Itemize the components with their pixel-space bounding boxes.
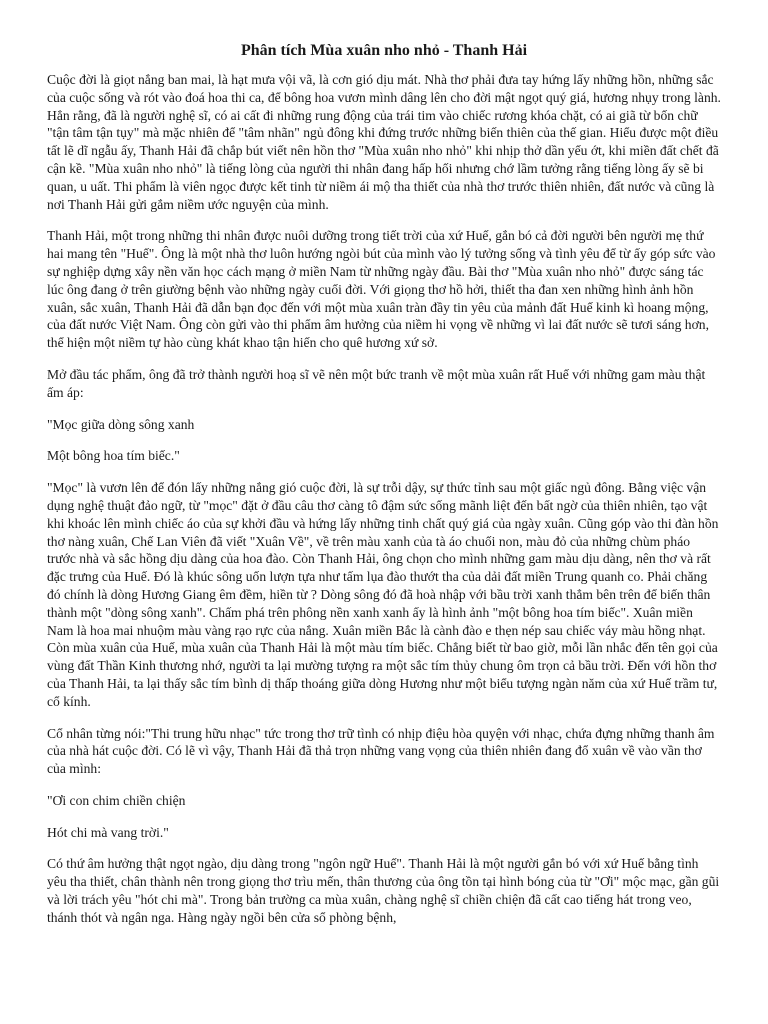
poem-line: Một bông hoa tím biếc.": [47, 448, 180, 464]
paragraph: Có thứ âm hưởng thật ngọt ngào, dịu dàng trong "ngôn ngữ Huế". Thanh Hải là một người gắn bó với xứ Huế bằng tình yêu tha thiết, chân thành nên trong giọng thơ trìu mến, thân thương của ông tồn tại hình bóng của từ "Ơi" mộc mạc, gần gũi và lời trách yêu "hót chi mà". Trong bản trường ca mùa xuân, chàng nghệ sĩ chiền chiện đã cất cao tiếng hát trong veo, thánh thót và ngân nga. Hàng ngày ngồi bên cửa sổ phòng bệnh,: [47, 856, 720, 925]
poem-line: Hót chi mà vang trời.": [47, 824, 169, 840]
poem-line: "Mọc giữa dòng sông xanh: [47, 416, 195, 432]
paragraph: Cổ nhân từng nói:"Thi trung hữu nhạc" tức trong thơ trữ tình có nhịp điệu hòa quyện với nhạc, chứa đựng những thanh âm của nhà hát cuộc đời. Có lẽ vì vậy, Thanh Hải đã thả trọn những vang vọng của thiên nhiên đang đổ xuân về vào vần thơ của mình:: [47, 725, 715, 777]
paragraph: Mở đầu tác phẩm, ông đã trở thành người hoạ sĩ vẽ nên một bức tranh về một mùa xuân rất Huế với những gam màu thật ấm áp:: [47, 366, 706, 400]
poem-line: "Ơi con chim chiền chiện: [47, 792, 186, 808]
paragraph: Cuộc đời là giọt nắng ban mai, là hạt mưa vội vã, là cơn gió dịu mát. Nhà thơ phải đưa tay hứng lấy những hồn, những sắc của cuộc sống và rót vào đoá hoa thi ca, để bông hoa vươn mình dâng lên cho đời mật ngọt quý giá, hương nhụy trong lành. Hẳn rằng, đã là người nghệ sĩ, có ai cất đi những rung động của trái tim vào chiếc rương khóa chặt, có ai giã từ bốn chữ "tận tâm tận tụy" mà mặc nhiên để "tâm nhãn" ngủ đông khi đứng trước những biến thiên của thế gian. Hiểu được một điều tất lẽ dĩ ngẫu ấy, Thanh Hải đã chắp bút viết nên hồn thơ "Mùa xuân nho nhỏ" khi nhịp thở dần yếu ớt, khi miền đất chết đã cận kề. "Mùa xuân nho nhỏ" là tiếng lòng của người thi nhân đang hấp hối nhưng chớ lầm tưởng rằng tiếng lòng ấy sẽ bi quan, u uất. Thi phẩm là viên ngọc được kết tinh từ niềm ái mộ tha thiết của nhà thơ trước thiên nhiên, đất nước và cũng là nơi Thanh Hải gửi gắm niềm ước nguyện của mình.: [47, 72, 721, 212]
paragraph: Thanh Hải, một trong những thi nhân được nuôi dưỡng trong tiết trời của xứ Huế, gắn bó cả đời người bên người mẹ thứ hai mang tên "Huế". Ông là một nhà thơ luôn hướng ngòi bút của mình vào lý tưởng sống và tình yêu để từ ấy góp sức vào sự nghiệp dựng xây nền văn học cách mạng ở miền Nam từ những ngày đầu. Bài thơ "Mùa xuân nho nhỏ" được sáng tác lúc ông đang ở trên giường bệnh vào những ngày cuối đời. Với giọng thơ hồ hởi, thiết tha đan xen những hình ảnh hồn xuân, sắc xuân, Thanh Hải đã dẫn bạn đọc đến với một mùa xuân tràn đầy tin yêu của mảnh đất Huế kinh kì hoang mộng, của đất nước Việt Nam. Ông còn gửi vào thi phẩm âm hưởng của niềm hi vọng về những vì lai đất nước sẽ tươi sáng hơn, thể hiện một niềm tự hào cùng khát khao tận hiến cho quê hương xứ sở.: [47, 228, 716, 351]
document-title: Phân tích Mùa xuân nho nhỏ - Thanh Hải: [240, 42, 528, 59]
paragraph: "Mọc" là vươn lên để đón lấy những nắng gió cuộc đời, là sự trỗi dậy, sự thức tỉnh sau một giấc ngủ đông. Bằng việc vận dụng nghệ thuật đảo ngữ, từ "mọc" đặt ở đầu câu thơ càng tô đậm sức sống mãnh liệt đến bất ngờ của thiên nhiên, tạo vật khi khoác lên mình chiếc áo của sự khởi đầu và hứng lấy những tinh chất quý giá của ngày xuân. Cũng góp vào thi đàn hồn thơ nàng xuân, Chế Lan Viên đã viết "Xuân Về", về trên màu xanh của tà áo chuối non, màu đỏ của những chùm pháo trước nhà và sắc hồng dịu dàng của hoa đào. Còn Thanh Hải, ông chọn cho mình những gam màu dịu dàng, nên thơ và rất đặc trưng của Huế. Đó là khúc sông uốn lượn tựa như tấm lụa đào thướt tha của dải đất miền Trung quanh co. Phải chăng đó chính là dòng Hương Giang êm đềm, hiền từ ? Dòng sông đó đã hoà nhập với bầu trời xanh thẳm bên trên để biến thân thành một "dòng sông xanh". Chấm phá trên phông nền xanh xanh ấy là hình ảnh "một bông hoa tím biếc". Xuân miền Nam là hoa mai nhuộm màu vàng rạo rực của nắng. Xuân miền Bắc là cành đào e thẹn nép sau chiếc váy màu hồng nhạt. Còn mùa xuân của Huế, mùa xuân của Thanh Hải là một màu tím biếc. Chẳng biết từ bao giờ, mỗi lần nhắc đến tên gọi của vùng đất Thần Kinh thương nhớ, người ta lại mường tượng ra một sắc tím thủy chung ôm trọn cả bầu trời. Đến với hồn thơ của Thanh Hải, ta lại thấy sắc tím bình dị thấp thoáng giữa dòng Hương như một biểu tượng ngàn năm của xứ Huế trầm tư, cổ kính.: [47, 480, 719, 709]
